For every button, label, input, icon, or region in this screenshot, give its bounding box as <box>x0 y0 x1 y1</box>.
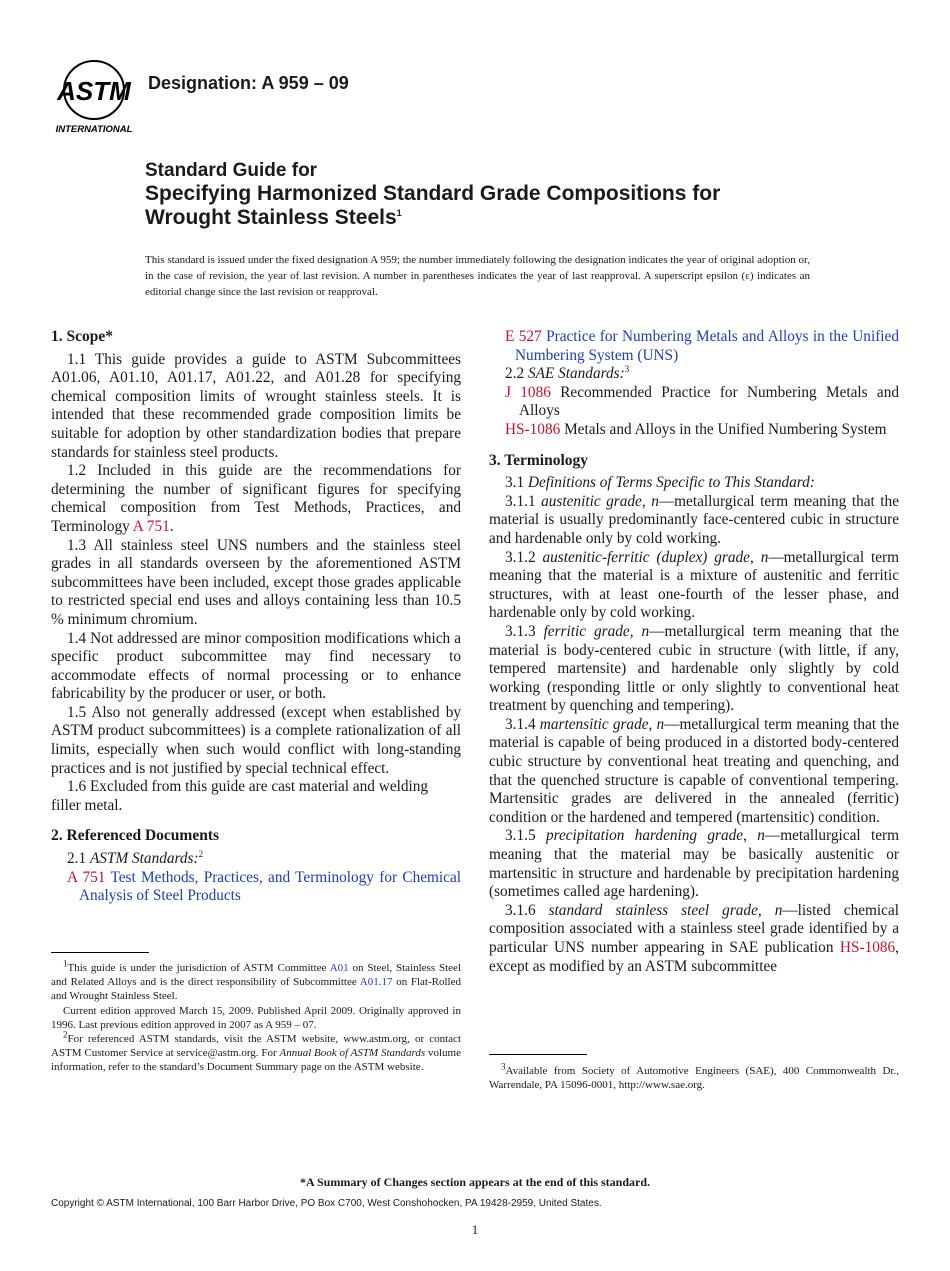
definitions-label: Definitions of Terms Specific to This Standard: <box>527 474 815 492</box>
footnote-3 <box>489 1061 899 1092</box>
definition-text: —metallurgical term meaning that the material is usually predominantly face-centered cubic in structure and hardenable only by cold working. <box>489 492 899 547</box>
summary-of-changes-note: *A Summary of Changes section appears at the end of this standard. <box>299 1175 651 1189</box>
footnote-2 <box>51 1029 461 1075</box>
definition-pos: n <box>774 901 783 919</box>
definition-num: 3.1.2 <box>505 548 543 566</box>
definition-num: 3.1.6 <box>505 901 549 919</box>
reference-j1086 <box>489 384 899 421</box>
title-line-3 <box>145 206 865 230</box>
definition-term: austenitic grade <box>541 492 642 510</box>
definition-precipitation-hardening: 3.1.5 precipitation hardening grade, n—metallurgical term meaning that the material may be basically austenitic or martensitic in structure and hardenable by precipitation hardening (sometimes called age hardening). <box>489 827 899 901</box>
logo-subtext: INTERNATIONAL <box>55 124 133 135</box>
paragraph-2-2 <box>489 365 899 384</box>
definition-pos: n <box>641 622 650 640</box>
definition-num: 3.1.1 <box>505 492 542 510</box>
paragraph-1-6: 1.6 Excluded from this guide are cast material and welding filler metal. <box>51 778 429 814</box>
definition-duplex: 3.1.2 austenitic-ferritic (duplex) grade, n—metallurgical term meaning that the material is a mixture of austenitic and ferritic structures, with at least one-fourth of the lesser phase, and hardenable only by cold working. <box>489 548 899 622</box>
footnote-2-text-b: volume information, refer to the standard’s Document Summary page on the ASTM website. <box>51 1047 461 1074</box>
footnote-1-mark: 1 <box>63 958 68 969</box>
astm-standards-label: ASTM Standards: <box>89 850 199 868</box>
title-line-3-text: Wrought Stainless Steels <box>145 206 397 229</box>
designation: Designation: A 959 – 09 <box>148 73 349 93</box>
definition-term: martensitic grade <box>539 715 649 733</box>
footnote-mark-3: 3 <box>624 364 630 375</box>
link-a751[interactable]: A 751 <box>132 517 170 535</box>
definition-text: —metallurgical term meaning that the material is body-centered cubic in structure (with little, if any, tempered martensite) and hardenable only slightly by cold working (responding little or only slightly to conventional heat treatment by quenching and tempering). <box>489 622 900 715</box>
definition-pos: n <box>760 548 769 566</box>
section-heading-terminology: 3. Terminology <box>489 451 589 469</box>
definition-text: —listed chemical composition associated with a stainless steel grade identified by a particular UNS number appearing in SAE publication <box>489 901 900 956</box>
sae-standards-label: SAE Standards: <box>527 365 625 383</box>
footnotes-right <box>489 1061 899 1092</box>
reference-j1086-id[interactable]: J 1086 <box>505 383 551 401</box>
paragraph-2-1 <box>51 850 461 869</box>
reference-a751-title[interactable]: Test Methods, Practices, and Terminology for Chemical Analysis of Steel Products <box>79 868 461 905</box>
paragraph-1-4: 1.4 Not addressed are minor composition modifications which a specific product subcommittee may find necessary to accommodate effects of normal processing or to enhance fabricability by the producer or user, or both. <box>51 629 461 703</box>
footnote-rule-left <box>51 952 149 953</box>
reference-hs1086 <box>489 421 899 440</box>
definition-term: standard stainless steel grade <box>548 901 758 919</box>
definition-num: 3.1.3 <box>505 622 544 640</box>
footnote-3-text: Available from Society of Automotive Engineers (SAE), 400 Commonwealth Dr., Warrendale, PA 15096-0001, http://www.sae.org. <box>489 1065 899 1092</box>
footnote-2-text-a: For referenced ASTM standards, visit the ASTM website, www.astm.org, or contact ASTM Customer Service at service@astm.org. For <box>51 1033 461 1060</box>
definition-pos: n <box>651 492 659 510</box>
footnote-1-text-a: This guide is under the jurisdiction of ASTM Committee <box>67 962 330 974</box>
reference-a751 <box>51 869 461 906</box>
reference-j1086-title: Recommended Practice for Numbering Metals and Alloys <box>519 383 900 420</box>
link-a01-17[interactable]: A01.17 <box>359 976 393 989</box>
reference-e527 <box>489 328 899 365</box>
copyright-notice: Copyright © ASTM International, 100 Barr Harbor Drive, PO Box C700, West Conshohocken, PA 19428-2959, United States. <box>51 1198 602 1209</box>
right-column <box>489 328 899 976</box>
definition-term: precipitation hardening grade <box>545 827 744 845</box>
left-column <box>51 328 461 906</box>
definition-pos: n <box>656 715 665 733</box>
title-block <box>145 160 865 230</box>
paragraph-3-1-num: 3.1 <box>505 474 528 492</box>
issuance-notice: This standard is issued under the fixed designation A 959; the number immediately following the designation indicates the year of original adoption or, in the case of revision, the year of last revision. A number in parentheses indicates the year of last reapproval. A superscript epsilon (ε) indicates an editorial change since the last revision or reapproval. <box>145 254 810 298</box>
footnote-3-mark: 3 <box>501 1061 506 1072</box>
footnote-2-mark: 2 <box>63 1029 68 1040</box>
footnote-rule-right <box>489 1054 587 1055</box>
definition-ferritic: 3.1.3 ferritic grade, n—metallurgical term meaning that the material is body-centered cubic in structure (with little, if any, tempered martensite) and hardenable only slightly by cold working (responding little or only slightly to conventional heat treatment by quenching and tempering). <box>489 622 900 715</box>
paragraph-1-2-end: . <box>169 517 174 535</box>
definition-num: 3.1.4 <box>505 715 540 733</box>
footnote-2-italic: Annual Book of ASTM Standards <box>279 1047 426 1060</box>
paragraph-1-5: 1.5 Also not generally addressed (except when established by ASTM product subcommittees) is a complete rationalization of all limits, especially when such would conflict with long-standing practices and is not justified by special technical effect. <box>51 703 461 777</box>
definition-num: 3.1.5 <box>505 827 546 845</box>
reference-a751-id[interactable]: A 751 <box>67 868 106 886</box>
section-heading-scope: 1. Scope* <box>51 328 113 345</box>
paragraph-2-1-num: 2.1 <box>67 850 90 868</box>
definition-text: —metallurgical term meaning that the material is a mixture of austenitic and ferritic structures, with at least one-fourth of the lesser phase, and hardenable only by cold working. <box>489 548 899 622</box>
astm-logo <box>52 58 136 136</box>
paragraph-1-3: 1.3 All stainless steel UNS numbers and the stainless steel grades in all standards overseen by the aforementioned ASTM subcommittees have been included, except those grades applicable to restricted special end uses and alloys containing less than 10.5 % minimum chromium. <box>51 536 461 628</box>
paragraph-1-2-text: 1.2 Included in this guide are the recommendations for determining the number of significant figures for specifying chemical composition from Test Methods, Practices, and Terminology <box>51 462 461 535</box>
paragraph-1-2 <box>51 462 461 536</box>
paragraph-2-2-num: 2.2 <box>505 365 528 383</box>
definition-tail: , except as modified by an ASTM subcommittee <box>489 939 899 975</box>
footnote-mark-2: 2 <box>198 848 204 859</box>
reference-e527-title[interactable]: Practice for Numbering Metals and Alloys in the Unified Numbering System (UNS) <box>515 328 899 364</box>
title-line-2: Specifying Harmonized Standard Grade Compositions for <box>145 182 721 205</box>
definition-term: ferritic grade <box>543 622 630 640</box>
footnote-1-approval: Current edition approved March 15, 2009. Published April 2009. Originally approved in 1996. Last previous edition approved in 2007 as A 959 – 07. <box>51 1004 461 1031</box>
reference-e527-id[interactable]: E 527 <box>505 328 542 345</box>
footnote-1-text-b: on Steel, Stainless Steel and Related Alloys and is the direct responsibility of Subcommittee <box>51 962 461 989</box>
definition-text: —metallurgical term meaning that the material may be basically austenitic or martensitic in structure and hardenable by precipitation hardening (sometimes called age hardening). <box>489 827 899 901</box>
title-line-1: Standard Guide for <box>145 160 318 181</box>
section-heading-referenced-documents: 2. Referenced Documents <box>51 827 220 845</box>
definition-term: austenitic-ferritic (duplex) grade <box>542 548 750 566</box>
link-a01[interactable]: A01 <box>329 962 349 974</box>
definition-martensitic: 3.1.4 martensitic grade, n—metallurgical term meaning that the material is capable of being produced in a distorted body-centered cubic structure by conventional heat treating and quenching, and that the quenched structure is capable of conventional tempering. Martensitic grades are delivered in the annealed (ferritic) condition or the hardened and tempered (martensitic) condition. <box>489 715 899 826</box>
footnote-1-text-c: on Flat-Rolled and Wrought Stainless Steel. <box>51 976 461 1003</box>
definition-pos: n <box>757 827 765 845</box>
page-number: 1 <box>471 1222 479 1237</box>
title-footnote-mark: 1 <box>396 208 402 218</box>
definition-text: —metallurgical term meaning that the material is capable of being produced in a distorted body-centered cubic structure by conventional heat treating and quenching, and that the quenched structure is capable of conventional tempering. Martensitic grades are delivered in the annealed (ferritic) condition or the hardened and tempered (martensitic) condition. <box>489 715 899 826</box>
astm-logo-graphic <box>52 58 136 136</box>
definition-austenitic: 3.1.1 austenitic grade, n—metallurgical term meaning that the material is usually predominantly face-centered cubic in structure and hardenable only by cold working. <box>489 492 899 547</box>
logo-text: ASTM <box>57 76 131 106</box>
reference-hs1086-title: Metals and Alloys in the Unified Numbering System <box>564 420 887 438</box>
footnote-1 <box>51 958 461 1004</box>
footnotes-left <box>51 958 461 1075</box>
link-hs1086[interactable]: HS-1086 <box>839 939 896 956</box>
paragraph-1-1: 1.1 This guide provides a guide to ASTM Subcommittees A01.06, A01.10, A01.17, A01.22, and A01.28 for specifying chemical composition limits of wrought stainless steels. It is intended that these recommended grade composition limits be suitable for adoption by other standardization bodies that prepare standards for stainless steel products. <box>51 350 461 461</box>
definition-standard-grade: 3.1.6 standard stainless steel grade, n—listed chemical composition associated with a stainless steel grade identified by a particular UNS number appearing in SAE publication HS-1086, except as modified by an ASTM subcommittee <box>489 901 900 975</box>
paragraph-3-1 <box>489 474 899 493</box>
reference-hs1086-id[interactable]: HS-1086 <box>505 420 561 438</box>
